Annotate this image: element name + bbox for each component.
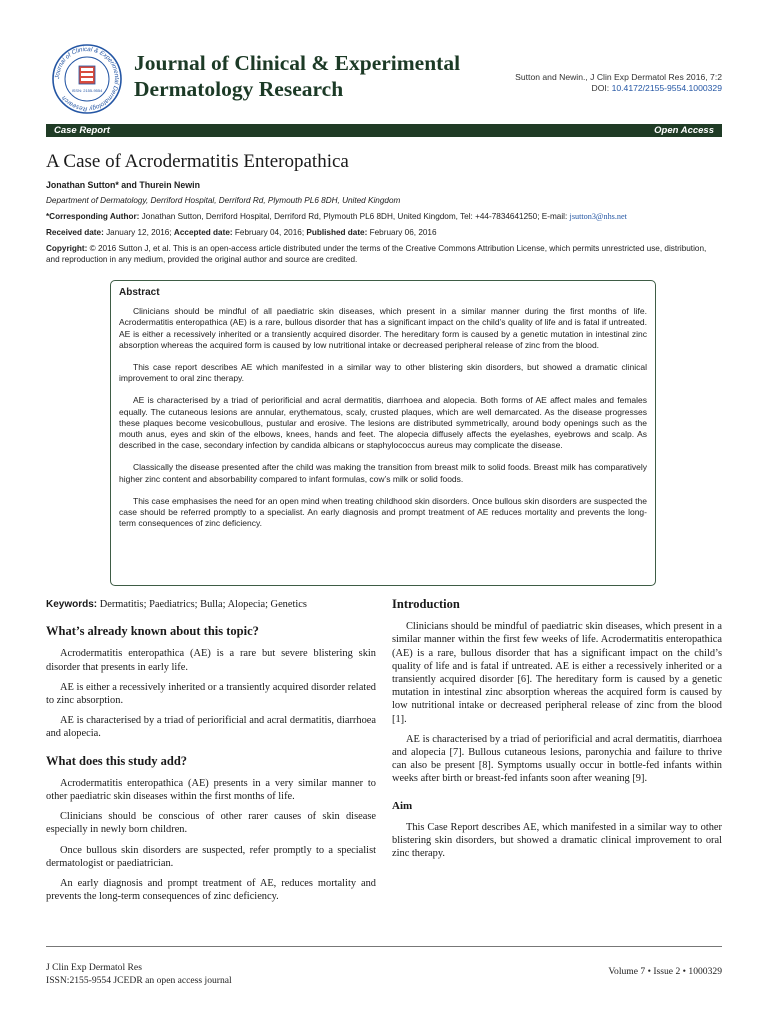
abstract-paragraph: Classically the disease presented after the child was making the transition from breast milk to solid foods. Breast milk has comparatively higher zinc content and absorbability compared to infant formulas, cow’s milk or solid foods. bbox=[119, 462, 647, 484]
article-title: A Case of Acrodermatitis Enteropathica bbox=[46, 151, 349, 172]
footer-issn: ISSN:2155-9554 JCEDR an open access journal bbox=[46, 974, 232, 986]
introduction-paragraph: Clinicians should be mindful of paediatric skin diseases, which present in a similar manner within the first few weeks of life. Acrodermatitis enteropathica (AE) is a rare, bullous disorder that has a significant impact on the child’s quality of life and is fatal if untreated. AE is either a recessively inherited or a transiently acquired disorder [6]. The hereditary form is caused by a genetic mutation in intestinal zinc absorption whereas the acquired form is caused by low nutritional intake or decreased peripheral release of zinc from the blood [1]. bbox=[392, 621, 722, 725]
published-label: Published date: bbox=[306, 228, 368, 237]
citation bbox=[472, 72, 722, 94]
abstract-heading: Abstract bbox=[119, 287, 160, 298]
footer-divider bbox=[46, 946, 722, 947]
copyright bbox=[46, 244, 722, 265]
keywords-list: Dermatitis; Paediatrics; Bulla; Alopecia; Genetics bbox=[99, 599, 307, 610]
journal-title: Journal of Clinical & Experimental Dermatology Research bbox=[134, 51, 461, 101]
keywords-label: Keywords: bbox=[46, 599, 98, 610]
abstract-paragraph: This case emphasises the need for an open mind when treating childhood skin disorders. Once bullous skin disorders are suspected the case should be referred promptly to a specialist. An early diagnosis and prompt treatment of AE reduces mortality and prevents the long-term consequences of zinc deficiency. bbox=[119, 495, 647, 529]
introduction-heading: Introduction bbox=[392, 597, 460, 611]
affiliation: Department of Dermatology, Derriford Hospital, Derriford Rd, Plymouth PL6 8DH, United Kingdom bbox=[46, 196, 401, 205]
known-paragraph: AE is characterised by a triad of periorificial and acral dermatitis, diarrhoea and alopecia. bbox=[46, 715, 376, 740]
corresponding-label: *Corresponding Author: bbox=[46, 212, 140, 221]
adds-paragraph: Acrodermatitis enteropathica (AE) presents in a very similar manner to other paediatric skin diseases within the first months of life. bbox=[46, 777, 376, 803]
citation-text: Sutton and Newin., J Clin Exp Dermatol Res 2016, 7:2 bbox=[515, 72, 722, 82]
adds-heading: What does this study add? bbox=[46, 753, 188, 768]
doi-label: DOI: bbox=[591, 83, 610, 93]
abstract-box bbox=[110, 280, 656, 586]
left-column bbox=[46, 598, 376, 910]
doi-link[interactable]: 10.4172/2155-9554.1000329 bbox=[611, 83, 722, 93]
published-date: February 06, 2016 bbox=[369, 228, 437, 237]
known-paragraph: Acrodermatitis enteropathica (AE) is a rare but severe blistering skin disorder that presents in early life. bbox=[46, 648, 376, 673]
received-label: Received date: bbox=[46, 228, 104, 237]
abstract-paragraph: Clinicians should be mindful of all paediatric skin diseases, which present in a similar manner during the first months of life. Acrodermatitis enteropathica (AE) is a rare, bullous disorder that has a significant impact on the child’s quality of life and is fatal if untreated. AE is either a recessively inherited or a transiently acquired disorder. The hereditary form is caused by a genetic mutation in intestinal zinc absorption whereas the acquired form is caused by low nutritional intake or decreased peripheral release of zinc from the blood. bbox=[119, 306, 647, 350]
keywords bbox=[46, 598, 376, 611]
accepted-date: February 04, 2016; bbox=[234, 228, 305, 237]
article-type-bar bbox=[46, 124, 722, 137]
journal-logo bbox=[50, 42, 124, 116]
copyright-text: © 2016 Sutton J, et al. This is an open-access article distributed under the terms of the Creative Commons Attribution License, which permits unrestricted use, distribution, and reproduction in any medium, provided the original author and source are credited. bbox=[46, 244, 707, 264]
adds-paragraph: Once bullous skin disorders are suspected, refer promptly to a specialist dermatologist or paediatrician. bbox=[46, 844, 376, 869]
aim-heading: Aim bbox=[392, 799, 413, 812]
adds-paragraph: Clinicians should be conscious of other rarer causes of skin disease especially in newly born children. bbox=[46, 811, 376, 836]
authors: Jonathan Sutton* and Thurein Newin bbox=[46, 180, 200, 190]
logo-issn: ISSN: 2155-9554 bbox=[71, 88, 103, 93]
known-paragraph: AE is either a recessively inherited or a transiently acquired disorder related to zinc absorption. bbox=[46, 681, 376, 707]
copyright-label: Copyright: bbox=[46, 244, 88, 253]
logo-ring-text: Journal of Clinical & Experimental Dermatology Research bbox=[53, 45, 121, 113]
open-access-label: Open Access bbox=[654, 125, 714, 136]
introduction-paragraph: AE is characterised by a triad of periorificial and acral dermatitis, diarrhoea and alopecia [7]. Bullous cutaneous lesions, paronychia and failure to thrive can also be present [8]. Symptoms usually occur in bottle-fed infants within weeks after birth or breast-fed infants soon after weaning [9]. bbox=[392, 733, 722, 785]
received-date: January 12, 2016; bbox=[106, 228, 172, 237]
article-type-label: Case Report bbox=[54, 125, 110, 136]
footer-left bbox=[46, 962, 232, 987]
accepted-label: Accepted date: bbox=[173, 228, 233, 237]
known-heading: What’s already known about this topic? bbox=[46, 624, 259, 639]
abstract-paragraph: This case report describes AE which manifested in a similar way to other blistering skin disorders, but showed a dramatic clinical improvement to oral zinc therapy. bbox=[119, 362, 647, 384]
corresponding-text: Jonathan Sutton, Derriford Hospital, Derriford Rd, Plymouth PL6 8DH, United Kingdom, Tel: +44-7834641250; E-mail: bbox=[141, 212, 568, 221]
footer-journal: J Clin Exp Dermatol Res bbox=[46, 962, 142, 973]
corresponding-author bbox=[46, 212, 722, 223]
adds-paragraph: An early diagnosis and prompt treatment of AE, reduces mortality and prevents the long-term consequences of zinc deficiency. bbox=[46, 878, 376, 903]
dates-line bbox=[46, 228, 722, 239]
right-column bbox=[392, 598, 722, 867]
aim-paragraph: This Case Report describes AE, which manifested in a similar way to other blistering skin disorders, but showed a dramatic clinical improvement to oral zinc therapy. bbox=[392, 821, 722, 860]
abstract-paragraph: AE is characterised by a triad of periorificial and acral dermatitis, diarrhoea and alopecia. Both forms of AE affect males and females equally. The cutaneous lesions are annular, erythematous, scaly, crusted plaques, which are well demarcated. As the disease progresses these plaques become vesicobullous, pustular and erosive. The lesions are distributed symmetrically, around body openings such as the mouth anus, eyes and skin of the elbows, knees, hands and feet. The alopecia diffusely affects the eyelashes, eyebrows and scalp. As described in the case, secondary infection by candida albicans or staphylococcus aureus may complicate the disease. bbox=[119, 395, 647, 451]
email-link[interactable]: jsutton3@nhs.net bbox=[569, 212, 627, 221]
footer-volume: Volume 7 • Issue 2 • 1000329 bbox=[608, 966, 722, 977]
doi-line bbox=[472, 83, 722, 94]
